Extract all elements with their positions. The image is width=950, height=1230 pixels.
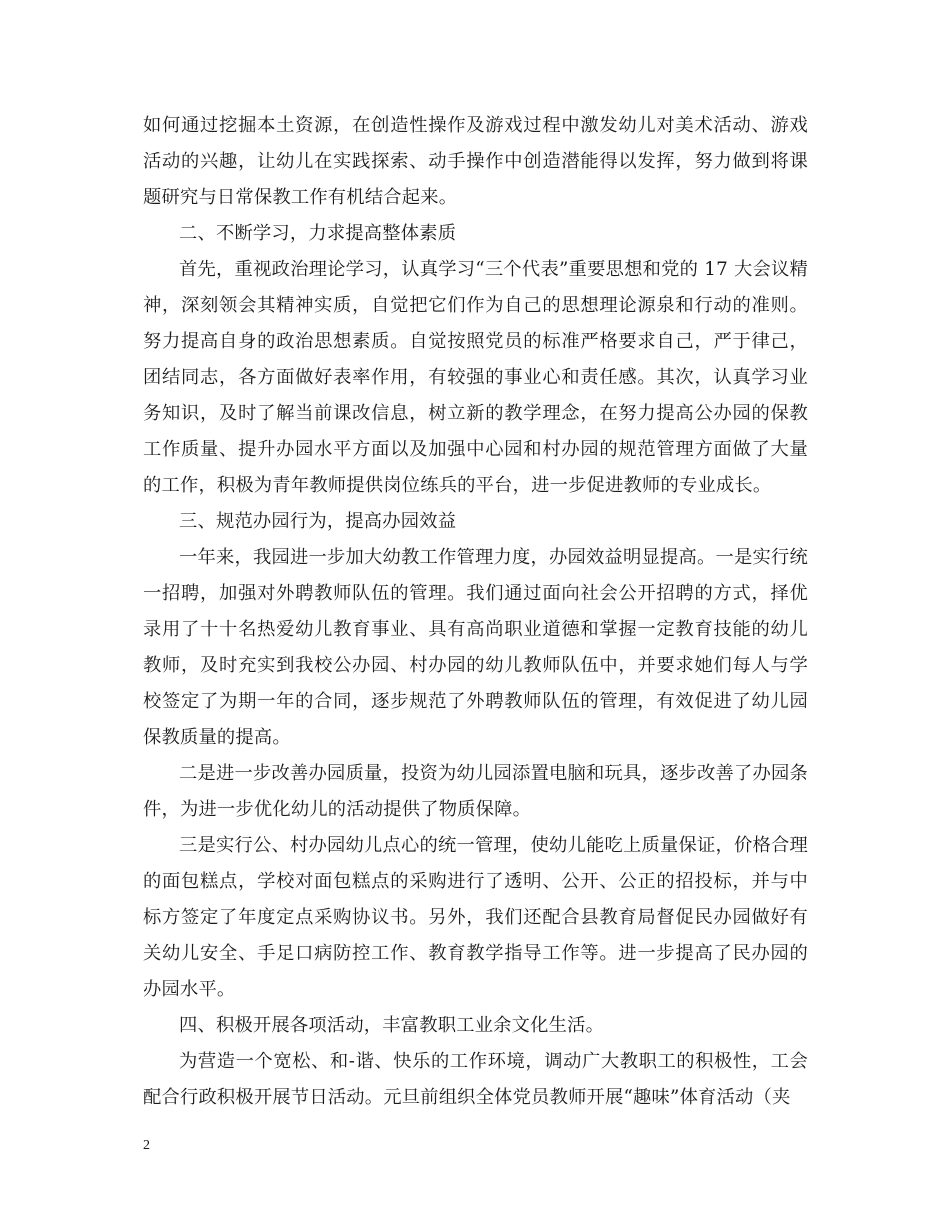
paragraph-recruitment: 一年来，我园进一步加大幼教工作管理力度，办园效益明显提高。一是实行统一招聘，加强对外聘教师队伍的管理。我们通过面向社会公开招聘的方式，择优录用了十十名热爱幼儿教育事业、具有高尚职业道德和掌握一定教育技能的幼儿教师，及时充实到我校公办园、村办园的幼儿教师队伍中，并要求她们每人与学校签定了为期一年的合同，逐步规范了外聘教师队伍的管理，有效促进了幼儿园保教质量的提高。 bbox=[143, 547, 808, 748]
paragraph-snacks: 三是实行公、村办园幼儿点心的统一管理，使幼儿能吃上质量保证，价格合理的面包糕点，学校对面包糕点的采购进行了透明、公开、公正的招投标，并与中标方签定了年度定点采购协议书。另外，我们还配合县教育局督促民办园做好有关幼儿安全、手足口病防控工作、教育教学指导工作等。进一步提高了民办园的办园水平。 bbox=[143, 835, 808, 1000]
paragraph-facilities: 二是进一步改善办园质量，投资为幼儿园添置电脑和玩具，逐步改善了办园条件，为进一步优化幼儿的活动提供了物质保障。 bbox=[143, 763, 808, 820]
section-heading-3: 三、规范办园行为，提高办园效益 bbox=[179, 511, 457, 532]
paragraph-activities: 为营造一个宽松、和-谐、快乐的工作环境，调动广大教职工的积极性，工会配合行政积极开展节日活动。元旦前组织全体党员教师开展“趣味”体育活动（夹 bbox=[143, 1051, 808, 1108]
page-number: 2 bbox=[143, 1138, 150, 1153]
section-heading-4: 四、积极开展各项活动，丰富教职工业余文化生活。 bbox=[179, 1015, 605, 1036]
section-heading-2: 二、不断学习，力求提高整体素质 bbox=[179, 223, 457, 244]
paragraph-continuation: 如何通过挖掘本土资源，在创造性操作及游戏过程中激发幼儿对美术活动、游戏活动的兴趣，让幼儿在实践探索、动手操作中创造潜能得以发挥，努力做到将课题研究与日常保教工作有机结合起来。 bbox=[143, 115, 808, 208]
document-body bbox=[143, 108, 808, 1116]
paragraph-political-study: 首先，重视政治理论学习，认真学习“三个代表”重要思想和党的 17 大会议精神，深刻领会其精神实质，自觉把它们作为自己的思想理论源泉和行动的准则。努力提高自身的政治思想素质。自觉按照党员的标准严格要求自己，严于律己，团结同志，各方面做好表率作用，有较强的事业心和责任感。其次，认真学习业务知识，及时了解当前课改信息，树立新的教学理念，在努力提高公办园的保教工作质量、提升办园水平方面以及加强中心园和村办园的规范管理方面做了大量的工作，积极为青年教师提供岗位练兵的平台，进一步促进教师的专业成长。 bbox=[143, 259, 808, 496]
